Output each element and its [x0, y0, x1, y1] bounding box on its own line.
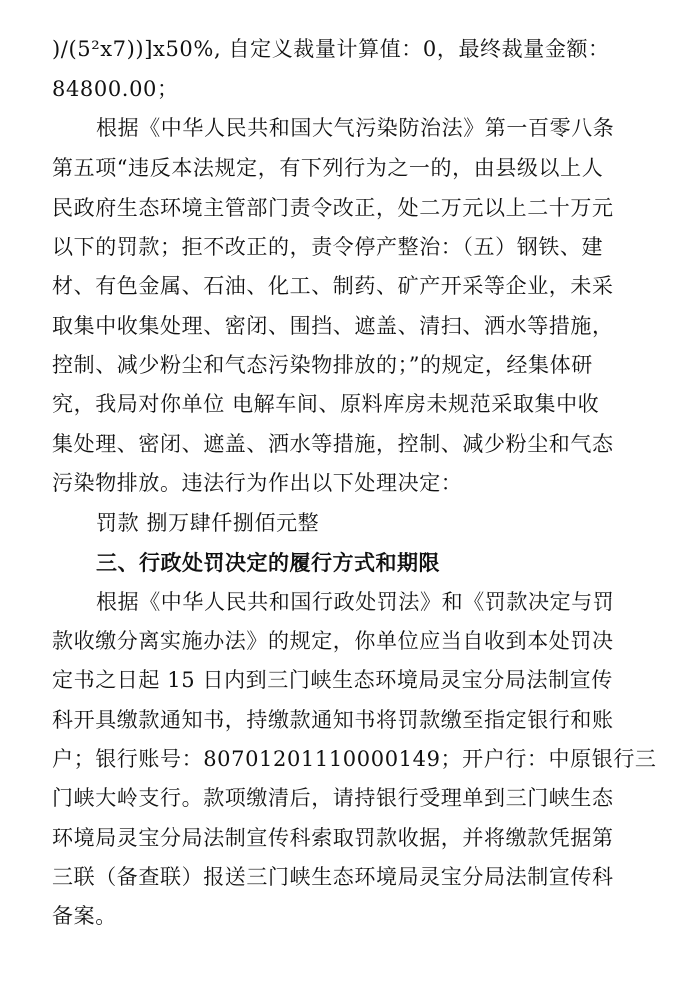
paragraph-3-line: 科开具缴款通知书，持缴款通知书将罚款缴至指定银行和账 [52, 708, 614, 732]
paragraph-2-line: 究，我局对你单位 电解车间、原料库房未规范采取集中收 [52, 392, 600, 416]
paragraph-3-line: 定书之日起 15 日内到三门峡生态环境局灵宝分局法制宣传 [52, 668, 613, 692]
paragraph-2-line: 集处理、密闭、遮盖、洒水等措施，控制、减少粉尘和气态 [52, 432, 614, 456]
paragraph-1-line: 84800.00； [52, 77, 179, 101]
paragraph-2-line: 控制、减少粉尘和气态污染物排放的；”的规定，经集体研 [52, 353, 593, 377]
paragraph-3-line: 款收缴分离实施办法》的规定，你单位应当自收到本处罚决 [52, 629, 614, 653]
paragraph-2-line: 民政府生态环境主管部门责令改正，处二万元以上二十万元 [52, 196, 614, 220]
paragraph-3-line: 环境局灵宝分局法制宣传科索取罚款收据，并将缴款凭据第 [52, 826, 614, 850]
paragraph-2-line: 根据《中华人民共和国大气污染防治法》第一百零八条 [96, 116, 615, 140]
penalty-amount-line: 罚款 捌万肆仟捌佰元整 [96, 511, 320, 535]
paragraph-2-line: 污染物排放。违法行为作出以下处理决定： [52, 471, 463, 495]
paragraph-3-line: 户；银行账号：80701201110000149；开户行：中原银行三 [52, 747, 657, 771]
paragraph-3-line: 门峡大岭支行。款项缴清后，请持银行受理单到三门峡生态 [52, 786, 614, 810]
paragraph-3-line: 备案。 [52, 904, 117, 928]
paragraph-2-line: 以下的罚款；拒不改正的，责令停产整治：（五）钢铁、建 [52, 235, 604, 259]
paragraph-1-line: )/(5²x7))]x50%, 自定义裁量计算值：0，最终裁量金额： [52, 37, 610, 61]
paragraph-3-line: 三联（备查联）报送三门峡生态环境局灵宝分局法制宣传科 [52, 865, 614, 889]
paragraph-2-line: 第五项“违反本法规定，有下列行为之一的，由县级以上人 [52, 156, 604, 180]
section-3-heading: 三、行政处罚决定的履行方式和期限 [96, 551, 440, 575]
paragraph-3-line: 根据《中华人民共和国行政处罚法》和《罚款决定与罚 [96, 590, 615, 614]
paragraph-2-line: 材、有色金属、石油、化工、制药、矿产开采等企业，未采 [52, 274, 614, 298]
paragraph-2-line: 取集中收集处理、密闭、围挡、遮盖、清扫、洒水等措施， [52, 314, 614, 338]
